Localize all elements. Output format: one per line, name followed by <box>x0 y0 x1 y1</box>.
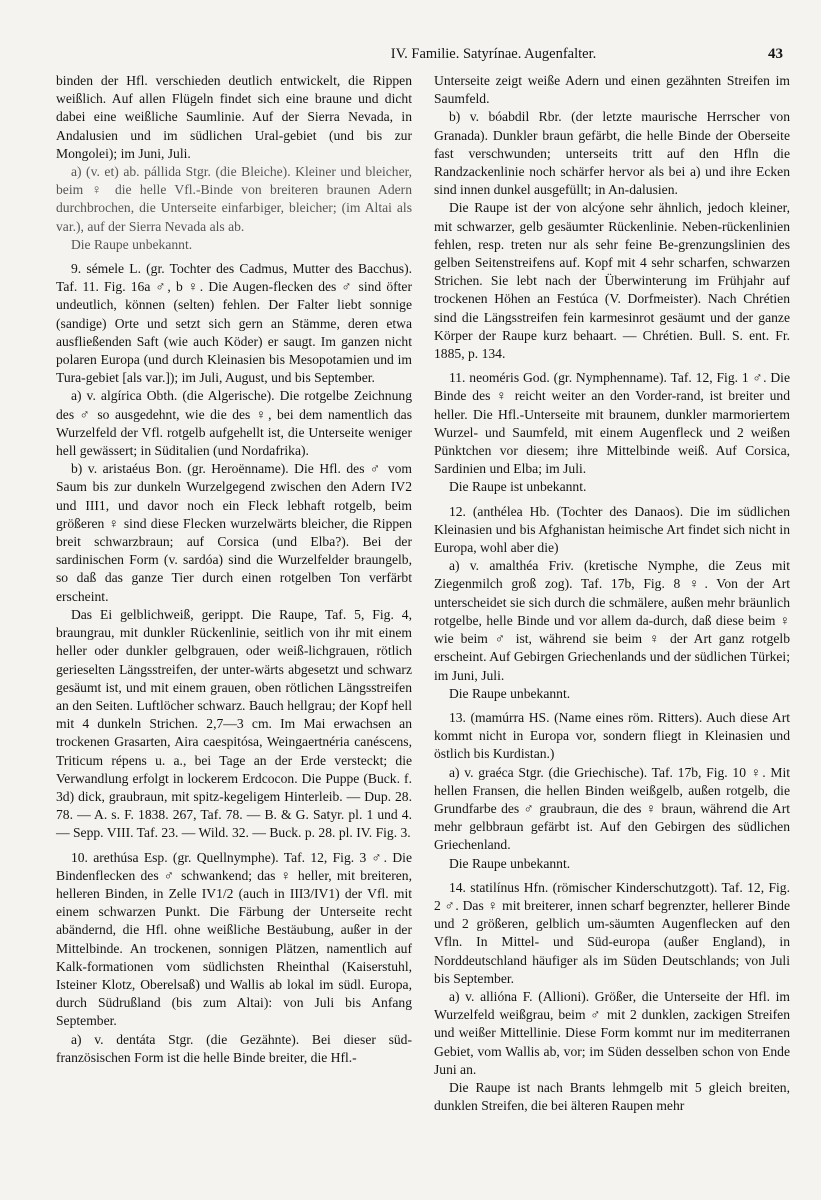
text-columns <box>56 72 791 1115</box>
paragraph: a) v. dentáta Stgr. (die Gezähnte). Bei dieser süd-französischen Form ist die helle Binde breiter, die Hfl.- <box>56 1031 412 1065</box>
paragraph: Die Raupe unbekannt. <box>70 236 193 252</box>
paragraph: binden der Hfl. verschieden deutlich entwickelt, die Rippen weißlich. Auf allen Flügeln findet sich eine braune und dicht dabei eine weißliche Saumlinie. Auf der Sierra Nevada, in Andalusien und im südlichen Ural-gebiet (und bis zur Mongolei); im Juni, Juli. <box>56 73 412 161</box>
page-header <box>56 38 791 72</box>
paragraph: b) v. aristaéus Bon. (gr. Heroënname). Die Hfl. des ♂ vom Saum bis zur dunkeln Wurzelgegend zwischen den Adern IV2 und III1, und davor noch ein Fleck lebhaft rotgelb, beim größeren ♀ sind diese Flecken wurzelwärts bleicher, die Rippen breit schwarzbraun; auf Corsica (und Elba?). Bei der sardinischen Form (v. sardóa) sind die Wurzelfelder braungelb, so daß das ganze Tier durch einen rotgelben Ton verfärbt erscheint. <box>56 461 412 604</box>
paragraph: a) v. allióna F. (Allioni). Größer, die Unterseite der Hfl. im Wurzelfeld weißgrau, beim ♂ mit 2 dunklen, zackigen Streifen und weißer Mittellinie. Diese Form kommt nur im mediterranen Gebiet, vom Wallis ab, vor; im Süden desselben schon von Ende Juni an. <box>434 988 790 1077</box>
paragraph: Die Raupe ist nach Brants lehmgelb mit 5 gleich breiten, dunklen Streifen, die bei älteren Raupen mehr <box>434 1079 790 1114</box>
species-entry-mamurra: 13. (mamúrra HS. (Name eines röm. Ritters). Auch diese Art kommt nicht in Europa vor, sondern fliegt in Kleinasien und östlich bis Kurdistan.) <box>434 709 790 762</box>
right-column <box>434 72 790 1115</box>
paragraph: Unterseite zeigt weiße Adern und einen gezähnten Streifen im Saumfeld. <box>434 73 790 107</box>
page-number: 43 <box>768 46 783 62</box>
species-entry-neomeris: 11. neoméris God. (gr. Nymphenname). Taf. 12, Fig. 1 ♂. Die Binde des ♀ reicht weiter an den Vorder-rand, ist breiter und heller. Die Hfl.-Unterseite mit braunem, dunkler marmoriertem Wurzel- und Saumfeld, mit einem Augenfleck und 2 weißen Pünktchen vor diesem; ihre Mittelbinde weiß. Auf Corsica, Sardinien und Elba; im Juli. <box>434 370 790 477</box>
species-entry-anthelea: 12. (anthélea Hb. (Tochter des Danaos). Die im südlichen Kleinasien und bis Afghanistan heimische Art findet sich nicht in Europa, wohl aber die) <box>434 503 790 556</box>
paragraph: Die Raupe ist der von alcýone sehr ähnlich, jedoch kleiner, mit schwarzer, gelb gesäumter Rückenlinie. Neben-rückenlinien fehlen, resp. treten nur als sehr feine Be-grenzungslinien des gelben Seitenstreifens auf. Kopf mit 4 sehr scharfen, schwarzen Strichen. Sie lebt nach der Überwinterung im Frühjahr auf trockenen Höhen an Festúca (V. Dorfmeister). Nach Chrétien sind die Längsstreifen fein karmesinrot gesäumt und der ganze Körper der Raupe kurz behaart. — Chrétien. Bull. S. ent. Fr. 1885, p. 134. <box>434 200 790 362</box>
species-entry-semele: 9. sémele L. (gr. Tochter des Cadmus, Mutter des Bacchus). Taf. 11. Fig. 16a ♂, b ♀. Die Augen-flecken des ♂ sind öfter undeutlich, können (selten) fehlen. Der Falter liebt sonnige (sandige) Orte und setzt sich gern an Stämme, deren etwa ausfließenden Saft (wie auch Köder) er saugt. Im ganzen nicht polaren Europa (und durch Kleinasien bis Mesopotamien und im Tura-gebiet [als var.]); im Juli, August, und bis September. <box>56 261 412 386</box>
paragraph: Die Raupe unbekannt. <box>448 685 571 701</box>
paragraph: b) v. bóabdil Rbr. (der letzte maurische Herrscher von Granada). Dunkler braun gefärbt, die helle Binde der Oberseite fast verschwunden; unterseits tritt auf den Hfln die Randzackenlinie noch schärfer hervor als bei a) und ihre Ecken sind innen dunkel ausgefüllt; in An-dalusien. <box>434 109 790 198</box>
paragraph: a) (v. et) ab. pállida Stgr. (die Bleiche). Kleiner und bleicher, beim ♀ die helle Vfl.-Binde von breiteren braunen Adern durchbrochen, die Unterseite einfarbiger, bleicher; (im Altai als var.), auf der Sierra Nevada als ab. <box>56 164 412 234</box>
left-column <box>56 72 412 1115</box>
paragraph: Das Ei gelblichweiß, gerippt. Die Raupe, Taf. 5, Fig. 4, braungrau, mit dunkler Rückenlinie, seitlich von ihr mit einem heller oder dunkler gelbgrauen, oder weiß-lichgrauen, rötlich gerieselten Längsstreifen, der unter-wärts abgesetzt und schwarz gesäumt ist, und mit einem grauen, oben rötlichen Längsstreifen an den Seiten. Luftlöcher schwarz. Bauch hellgrau; der Kopf hell mit 4 dunkeln Strichen. 2,7—3 cm. Im Mai erwachsen an trockenen Grasarten, Aira caespitósa, Weingaertnéria canéscens, Triticum répens u. a., bei Tage an der Erde versteckt; die Verwandlung erfolgt in lockerem Erdcocon. Die Puppe (Buck. f. 3d) dick, graubraun, mit spitz-kegeligem Hinterleib. — Dup. 28. 78. — A. s. F. 1838. 267, Taf. 78. — B. & G. Satyr. pl. 1 und 4. — Sepp. VIII. Taf. 23. — Wild. 32. — Buck. p. 28. pl. IV. Fig. 3. <box>56 606 412 841</box>
paragraph: a) v. algírica Obth. (die Algerische). Die rotgelbe Zeichnung des ♂ so ausgedehnt, wie die des ♀, bei dem namentlich das Wurzelfeld der Vfl. rotgelb aufgehellt ist, die Unterseite weniger hell gewässert; in Süditalien (und Nordafrika). <box>56 388 412 459</box>
paragraph: a) v. amalthéa Friv. (kretische Nymphe, die Zeus mit Ziegenmilch groß zog). Taf. 17b, Fig. 8 ♀. Von der Art unterscheidet sie sich durch die schmälere, außen mehr bräunlich rotgelbe, helle Binde und vor allem da-durch, daß diese beim ♀ wie beim ♂ ist, während sie beim ♀ der Art ganz rotgelb erscheint. Auf Gebirgen Griechenlands und der südlichen Türkei; im Juni, Juli. <box>434 558 790 683</box>
paragraph: Die Raupe ist unbekannt. <box>448 479 587 495</box>
paragraph: a) v. graéca Stgr. (die Griechische). Taf. 17b, Fig. 10 ♀. Mit hellen Fransen, die hellen Binden weißgelb, außen rotgelb, die Grundfarbe des ♂ graubraun, die des ♀ braun, während die Art mehr gelbbraun gefärbt ist. Auf den Gebirgen des südlichen Griechenland. <box>434 764 790 853</box>
species-entry-statilinus: 14. statilínus Hfn. (römischer Kinderschutzgott). Taf. 12, Fig. 2 ♂. Das ♀ mit breiterer, innen scharf begrenzter, hellerer Binde und 2 größeren, gelblich um-säumten Augenflecken auf den Vfln. In Mittel- und Süd-europa (außer England), in Norddeutschland häufiger als im Süden Deutschlands; von Juli bis September. <box>434 879 790 986</box>
species-entry-arethusa: 10. arethúsa Esp. (gr. Quellnymphe). Taf. 12, Fig. 3 ♂. Die Bindenflecken des ♂ schwankend; das ♀ heller, mit breiteren, helleren Binden, in Zelle IV1/2 (auch in III3/IV1) der Vfl. mit einem schwarzen Punkt. Die Färbung der Unterseite recht abändernd, die Hfl. ohne weißliche Bestäubung, außer in der Mittelbinde. An trockenen, sonnigen Plätzen, namentlich auf Kalk-formationen vom südlichsten Rheinthal (Kaiserstuhl, Isteiner Klotz, Oberelsaß) und Wallis ab lokal im südl. Europa, durch Südrußland (bis zum Altai): von Juli bis Anfang September. <box>56 849 412 1029</box>
running-title: IV. Familie. Satyrínae. Augenfalter. <box>390 46 597 62</box>
paragraph: Die Raupe unbekannt. <box>448 855 571 871</box>
